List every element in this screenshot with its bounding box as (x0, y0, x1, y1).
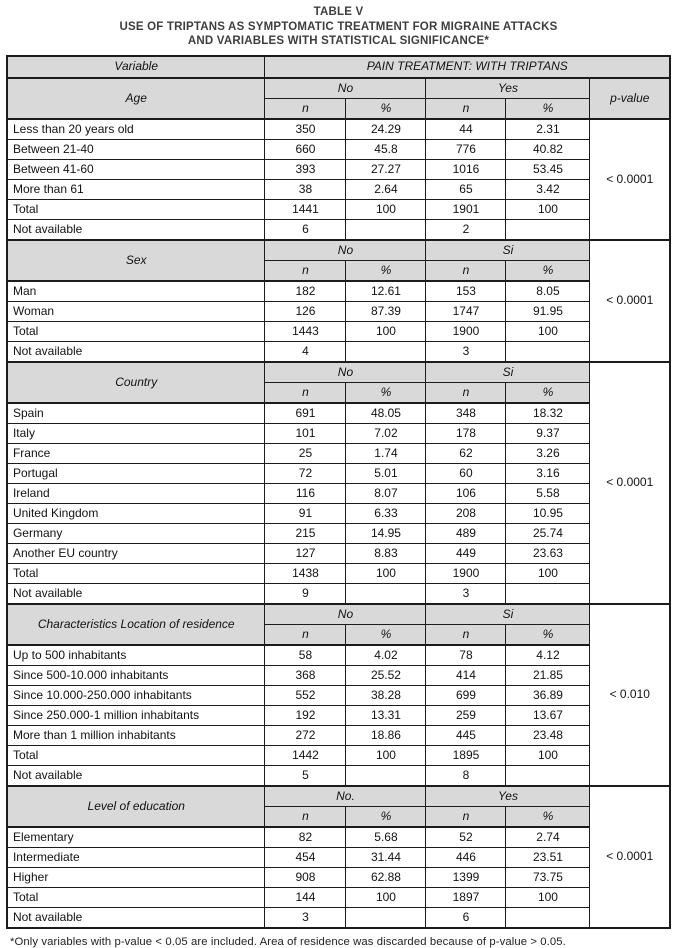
table-row (7, 685, 670, 705)
cell-yes-n: 445 (426, 725, 506, 745)
cell-no-pct: 100 (346, 199, 426, 219)
cell-yes-n: 1747 (426, 301, 506, 321)
cell-no-pct: 14.95 (346, 523, 426, 543)
cell-no-pct: 38.28 (346, 685, 426, 705)
cell-no-n: 908 (265, 867, 346, 887)
row-label: Italy (7, 423, 265, 443)
section-header-row (7, 78, 670, 99)
row-label: Total (7, 563, 265, 583)
cell-yes-pct: 9.37 (506, 423, 590, 443)
cell-yes-n: 449 (426, 543, 506, 563)
table-row (7, 705, 670, 725)
table-row (7, 665, 670, 685)
cell-no-n: 126 (265, 301, 346, 321)
subcol-header-no-pct: % (346, 98, 426, 119)
subcol-header-no-pct: % (346, 624, 426, 645)
table-row (7, 725, 670, 745)
cell-no-n: 144 (265, 887, 346, 907)
table-row (7, 199, 670, 219)
row-label: Woman (7, 301, 265, 321)
cell-no-pct: 8.07 (346, 483, 426, 503)
cell-yes-pct: 13.67 (506, 705, 590, 725)
cell-no-n: 3 (265, 907, 346, 928)
cell-no-n: 58 (265, 645, 346, 666)
section-header-row (7, 786, 670, 807)
cell-yes-n: 348 (426, 403, 506, 424)
cell-yes-n: 106 (426, 483, 506, 503)
cell-yes-n: 776 (426, 139, 506, 159)
row-label: Intermediate (7, 847, 265, 867)
cell-no-n: 691 (265, 403, 346, 424)
cell-no-pct: 5.01 (346, 463, 426, 483)
cell-yes-n: 65 (426, 179, 506, 199)
cell-no-n: 1438 (265, 563, 346, 583)
cell-yes-n: 60 (426, 463, 506, 483)
cell-yes-pct: 4.12 (506, 645, 590, 666)
row-label: Not available (7, 583, 265, 604)
cell-no-n: 1443 (265, 321, 346, 341)
cell-yes-pct: 10.95 (506, 503, 590, 523)
cell-no-pct: 1.74 (346, 443, 426, 463)
cell-yes-pct: 3.16 (506, 463, 590, 483)
cell-no-pct: 100 (346, 321, 426, 341)
cell-yes-n: 62 (426, 443, 506, 463)
row-label: More than 1 million inhabitants (7, 725, 265, 745)
cell-no-n: 4 (265, 341, 346, 362)
row-label: Between 41-60 (7, 159, 265, 179)
cell-no-pct (346, 765, 426, 786)
cell-no-pct: 4.02 (346, 645, 426, 666)
table-row (7, 403, 670, 424)
table-row (7, 119, 670, 140)
cell-no-pct: 87.39 (346, 301, 426, 321)
p-value-column-header: p-value (590, 78, 670, 119)
cell-yes-n: 1895 (426, 745, 506, 765)
subcol-header-yes-n: n (426, 260, 506, 281)
cell-no-n: 215 (265, 523, 346, 543)
cell-no-n: 1442 (265, 745, 346, 765)
section-variable-label: Age (7, 78, 265, 119)
row-label: Since 10.000-250.000 inhabitants (7, 685, 265, 705)
subcol-header-no-n: n (265, 806, 346, 827)
cell-yes-n: 489 (426, 523, 506, 543)
table-row (7, 443, 670, 463)
table-number: TABLE V (313, 6, 364, 18)
p-value-cell: < 0.010 (590, 604, 670, 786)
subcol-header-no-pct: % (346, 806, 426, 827)
table-row (7, 341, 670, 362)
row-label: United Kingdom (7, 503, 265, 523)
cell-yes-pct (506, 765, 590, 786)
subcol-header-yes-pct: % (506, 624, 590, 645)
subcol-header-yes-n: n (426, 624, 506, 645)
cell-yes-n: 699 (426, 685, 506, 705)
row-label: Total (7, 321, 265, 341)
cell-no-n: 393 (265, 159, 346, 179)
col-header-no: No (265, 604, 426, 625)
row-label: Less than 20 years old (7, 119, 265, 140)
cell-no-n: 660 (265, 139, 346, 159)
cell-no-n: 72 (265, 463, 346, 483)
row-label: Elementary (7, 827, 265, 848)
row-label: More than 61 (7, 179, 265, 199)
cell-yes-pct: 18.32 (506, 403, 590, 424)
cell-yes-pct: 5.58 (506, 483, 590, 503)
cell-yes-n: 1900 (426, 563, 506, 583)
cell-yes-pct: 100 (506, 887, 590, 907)
cell-yes-n: 1016 (426, 159, 506, 179)
table-row (7, 301, 670, 321)
p-value-cell: < 0.0001 (590, 240, 670, 362)
col-header-yes: Si (426, 362, 590, 383)
table-title-line1: USE OF TRIPTANS AS SYMPTOMATIC TREATMENT FOR MIGRAINE ATTACKS (119, 20, 558, 33)
table-row (7, 583, 670, 604)
subcol-header-yes-pct: % (506, 382, 590, 403)
table-title-line2: AND VARIABLES WITH STATISTICAL SIGNIFICANCE* (187, 35, 490, 47)
row-label: Total (7, 887, 265, 907)
cell-yes-pct: 100 (506, 321, 590, 341)
row-label: Total (7, 199, 265, 219)
subcol-header-yes-pct: % (506, 806, 590, 827)
table-row (7, 847, 670, 867)
subcol-header-no-n: n (265, 382, 346, 403)
cell-yes-pct: 21.85 (506, 665, 590, 685)
cell-yes-pct: 8.05 (506, 281, 590, 302)
cell-yes-pct (506, 341, 590, 362)
subcol-header-yes-n: n (426, 806, 506, 827)
cell-yes-n: 1901 (426, 199, 506, 219)
footnote: *Only variables with p-value < 0.05 are included. Area of residence was discarded because of p-value > 0.05. (10, 935, 566, 948)
row-label: Higher (7, 867, 265, 887)
table-row (7, 827, 670, 848)
row-label: Man (7, 281, 265, 302)
row-label: Up to 500 inhabitants (7, 645, 265, 666)
cell-no-n: 368 (265, 665, 346, 685)
table-row (7, 563, 670, 583)
subcol-header-no-n: n (265, 98, 346, 119)
col-header-yes: Yes (426, 78, 590, 99)
table-row (7, 321, 670, 341)
cell-no-pct: 100 (346, 887, 426, 907)
table-row (7, 159, 670, 179)
table-row (7, 745, 670, 765)
table-row (7, 543, 670, 563)
row-label: France (7, 443, 265, 463)
col-header-no: No (265, 240, 426, 261)
cell-no-pct: 18.86 (346, 725, 426, 745)
cell-no-pct: 100 (346, 563, 426, 583)
cell-yes-pct: 40.82 (506, 139, 590, 159)
cell-yes-pct: 91.95 (506, 301, 590, 321)
col-header-yes: Si (426, 604, 590, 625)
table-header-row (7, 56, 670, 78)
cell-yes-pct: 3.26 (506, 443, 590, 463)
cell-no-n: 272 (265, 725, 346, 745)
table-row (7, 503, 670, 523)
section-variable-label: Characteristics Location of residence (7, 604, 265, 645)
cell-yes-pct: 25.74 (506, 523, 590, 543)
cell-yes-pct: 36.89 (506, 685, 590, 705)
row-label: Not available (7, 907, 265, 928)
statistics-table (6, 55, 671, 929)
cell-no-n: 82 (265, 827, 346, 848)
cell-no-pct (346, 583, 426, 604)
cell-yes-pct (506, 219, 590, 240)
table-row (7, 281, 670, 302)
cell-yes-n: 1897 (426, 887, 506, 907)
table-row (7, 179, 670, 199)
cell-yes-pct: 23.63 (506, 543, 590, 563)
row-label: Total (7, 745, 265, 765)
section-header-row (7, 240, 670, 261)
col-header-yes: Si (426, 240, 590, 261)
cell-no-pct: 7.02 (346, 423, 426, 443)
table-caption (0, 0, 677, 49)
section-header-row (7, 604, 670, 625)
table-row (7, 765, 670, 786)
cell-yes-n: 446 (426, 847, 506, 867)
treatment-column-header: PAIN TREATMENT: WITH TRIPTANS (265, 56, 670, 78)
cell-no-n: 192 (265, 705, 346, 725)
section-header-row (7, 362, 670, 383)
cell-no-n: 5 (265, 765, 346, 786)
cell-yes-pct (506, 907, 590, 928)
col-header-no: No (265, 362, 426, 383)
row-label: Ireland (7, 483, 265, 503)
cell-no-n: 552 (265, 685, 346, 705)
cell-yes-n: 414 (426, 665, 506, 685)
cell-no-pct: 25.52 (346, 665, 426, 685)
table-row (7, 645, 670, 666)
subcol-header-yes-n: n (426, 98, 506, 119)
section-variable-label: Country (7, 362, 265, 403)
subcol-header-no-n: n (265, 260, 346, 281)
cell-no-n: 101 (265, 423, 346, 443)
cell-no-pct (346, 219, 426, 240)
table-body (7, 56, 670, 928)
cell-no-n: 91 (265, 503, 346, 523)
cell-no-pct: 48.05 (346, 403, 426, 424)
cell-no-n: 25 (265, 443, 346, 463)
table-row (7, 483, 670, 503)
cell-yes-n: 6 (426, 907, 506, 928)
subcol-header-no-n: n (265, 624, 346, 645)
cell-yes-n: 1399 (426, 867, 506, 887)
cell-no-n: 116 (265, 483, 346, 503)
cell-yes-pct (506, 583, 590, 604)
cell-yes-pct: 23.51 (506, 847, 590, 867)
cell-yes-pct: 100 (506, 199, 590, 219)
cell-no-pct: 62.88 (346, 867, 426, 887)
cell-yes-pct: 3.42 (506, 179, 590, 199)
p-value-cell: < 0.0001 (590, 119, 670, 240)
section-variable-label: Level of education (7, 786, 265, 827)
table-row (7, 219, 670, 240)
subcol-header-no-pct: % (346, 382, 426, 403)
cell-yes-n: 153 (426, 281, 506, 302)
cell-no-pct (346, 907, 426, 928)
table-row (7, 867, 670, 887)
p-value-cell: < 0.0001 (590, 362, 670, 604)
col-header-no: No (265, 78, 426, 99)
row-label: Portugal (7, 463, 265, 483)
row-label: Another EU country (7, 543, 265, 563)
cell-no-pct: 45.8 (346, 139, 426, 159)
cell-yes-n: 3 (426, 583, 506, 604)
table-row (7, 463, 670, 483)
row-label: Spain (7, 403, 265, 424)
cell-no-pct: 2.64 (346, 179, 426, 199)
cell-no-pct (346, 341, 426, 362)
cell-yes-n: 44 (426, 119, 506, 140)
cell-yes-n: 1900 (426, 321, 506, 341)
subcol-header-yes-pct: % (506, 98, 590, 119)
cell-yes-n: 208 (426, 503, 506, 523)
row-label: Not available (7, 219, 265, 240)
cell-yes-n: 8 (426, 765, 506, 786)
subcol-header-yes-pct: % (506, 260, 590, 281)
cell-no-n: 1441 (265, 199, 346, 219)
cell-yes-pct: 100 (506, 745, 590, 765)
subcol-header-yes-n: n (426, 382, 506, 403)
cell-yes-pct: 100 (506, 563, 590, 583)
cell-yes-n: 52 (426, 827, 506, 848)
cell-no-pct: 8.83 (346, 543, 426, 563)
table-row (7, 523, 670, 543)
cell-yes-pct: 2.74 (506, 827, 590, 848)
row-label: Between 21-40 (7, 139, 265, 159)
cell-yes-n: 259 (426, 705, 506, 725)
cell-yes-n: 178 (426, 423, 506, 443)
col-header-yes: Yes (426, 786, 590, 807)
cell-yes-n: 2 (426, 219, 506, 240)
row-label: Since 250.000-1 million inhabitants (7, 705, 265, 725)
cell-no-pct: 24.29 (346, 119, 426, 140)
table-row (7, 139, 670, 159)
cell-no-pct: 5.68 (346, 827, 426, 848)
cell-no-n: 454 (265, 847, 346, 867)
col-header-no: No. (265, 786, 426, 807)
cell-yes-pct: 53.45 (506, 159, 590, 179)
cell-no-n: 350 (265, 119, 346, 140)
row-label: Germany (7, 523, 265, 543)
cell-no-pct: 31.44 (346, 847, 426, 867)
cell-yes-pct: 23.48 (506, 725, 590, 745)
row-label: Not available (7, 341, 265, 362)
cell-no-n: 6 (265, 219, 346, 240)
cell-no-pct: 13.31 (346, 705, 426, 725)
cell-yes-pct: 2.31 (506, 119, 590, 140)
cell-yes-n: 3 (426, 341, 506, 362)
cell-yes-pct: 73.75 (506, 867, 590, 887)
cell-yes-n: 78 (426, 645, 506, 666)
section-variable-label: Sex (7, 240, 265, 281)
cell-no-n: 38 (265, 179, 346, 199)
cell-no-n: 127 (265, 543, 346, 563)
subcol-header-no-pct: % (346, 260, 426, 281)
cell-no-pct: 6.33 (346, 503, 426, 523)
variable-column-header: Variable (7, 56, 265, 78)
table-row (7, 907, 670, 928)
cell-no-n: 182 (265, 281, 346, 302)
cell-no-pct: 100 (346, 745, 426, 765)
table-row (7, 887, 670, 907)
cell-no-pct: 12.61 (346, 281, 426, 302)
p-value-cell: < 0.0001 (590, 786, 670, 928)
cell-no-pct: 27.27 (346, 159, 426, 179)
cell-no-n: 9 (265, 583, 346, 604)
table-row (7, 423, 670, 443)
row-label: Since 500-10.000 inhabitants (7, 665, 265, 685)
row-label: Not available (7, 765, 265, 786)
